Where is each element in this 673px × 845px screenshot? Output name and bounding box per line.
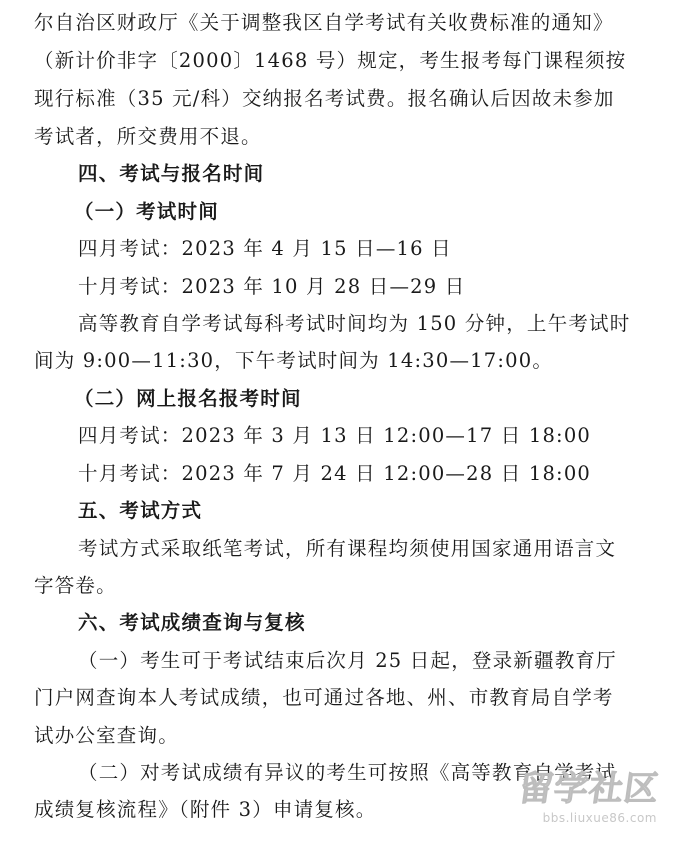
score-review-line-2: 成绩复核流程》（附件 3）申请复核。 bbox=[34, 798, 377, 821]
section-5-heading: 五、考试方式 bbox=[78, 499, 203, 522]
watermark-url: bbs.liuxue86.com bbox=[542, 811, 657, 825]
score-query-line-2: 门户网查询本人考试成绩，也可通过各地、州、市教育局自学考 bbox=[34, 686, 614, 709]
fee-paragraph-line-2: （新计价非字〔2000〕1468 号）规定，考生报考每门课程须按 bbox=[34, 49, 627, 72]
exam-duration-line-1: 高等教育自学考试每科考试时间均为 150 分钟，上午考试时 bbox=[78, 312, 631, 335]
fee-paragraph-line-4: 考试者，所交费用不退。 bbox=[34, 125, 262, 148]
april-registration-date: 四月考试：2023 年 3 月 13 日 12:00—17 日 18:00 bbox=[78, 424, 592, 447]
score-query-line-3: 试办公室查询。 bbox=[34, 724, 179, 747]
exam-method-line-2: 字答卷。 bbox=[34, 574, 117, 597]
score-query-line-1: （一）考生可于考试结束后次月 25 日起，登录新疆教育厅 bbox=[78, 649, 617, 672]
section-6-heading: 六、考试成绩查询与复核 bbox=[78, 611, 306, 634]
score-review-line-1: （二）对考试成绩有异议的考生可按照《高等教育自学考试 bbox=[78, 761, 617, 784]
october-registration-date: 十月考试：2023 年 7 月 24 日 12:00—28 日 18:00 bbox=[78, 462, 592, 485]
october-exam-date: 十月考试：2023 年 10 月 28 日—29 日 bbox=[78, 275, 466, 298]
exam-duration-line-2: 间为 9:00—11:30，下午考试时间为 14:30—17:00。 bbox=[34, 349, 554, 372]
exam-time-subheading: （一）考试时间 bbox=[74, 200, 219, 223]
registration-time-subheading: （二）网上报名报考时间 bbox=[74, 387, 302, 410]
watermark-logo-text: 留学社区 bbox=[516, 769, 662, 809]
fee-paragraph-line-1: 尔自治区财政厅《关于调整我区自学考试有关收费标准的通知》 bbox=[34, 11, 614, 34]
april-exam-date: 四月考试：2023 年 4 月 15 日—16 日 bbox=[78, 237, 452, 260]
fee-paragraph-line-3: 现行标准（35 元/科）交纳报名考试费。报名确认后因故未参加 bbox=[34, 87, 615, 110]
site-watermark bbox=[509, 769, 662, 829]
section-4-heading: 四、考试与报名时间 bbox=[78, 162, 265, 185]
exam-method-line-1: 考试方式采取纸笔考试，所有课程均须使用国家通用语言文 bbox=[78, 537, 617, 560]
